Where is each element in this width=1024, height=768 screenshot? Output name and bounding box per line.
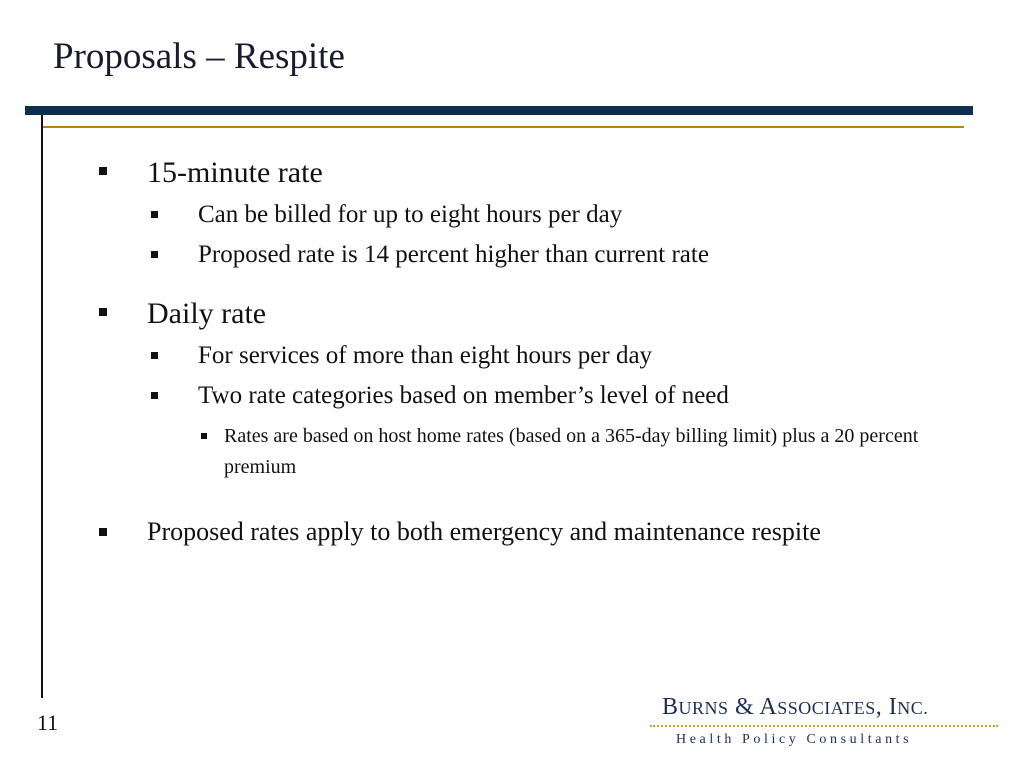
square-bullet-icon: [151, 211, 158, 218]
page-number: 11: [37, 710, 59, 735]
sub-bullet-text: Proposed rate is 14 percent higher than current rate: [198, 241, 709, 268]
sub-bullet-text: Two rate categories based on member’s level of need: [198, 382, 729, 409]
sub-sub-bullet-text: Rates are based on host home rates (based on a 365-day billing limit) plus a 20 percent premium: [224, 425, 919, 478]
bullet-text: Daily rate: [147, 297, 267, 330]
square-bullet-icon: [99, 308, 107, 316]
logo-dotted-divider: [650, 725, 998, 727]
sub-bullet-text: Can be billed for up to eight hours per day: [198, 201, 623, 228]
square-bullet-icon: [201, 433, 207, 439]
square-bullet-icon: [151, 352, 158, 359]
logo-tagline: Health Policy Consultants: [676, 732, 913, 747]
bullet-text: 15-minute rate: [147, 156, 323, 189]
square-bullet-icon: [151, 251, 158, 258]
square-bullet-icon: [99, 528, 107, 536]
slide-title: Proposals – Respite: [53, 36, 345, 77]
company-logo: BURNS & ASSOCIATES, INC.: [662, 694, 929, 720]
title-divider-gold: [43, 126, 964, 128]
sub-bullet-text: For services of more than eight hours per day: [198, 342, 653, 369]
square-bullet-icon: [99, 167, 107, 175]
square-bullet-icon: [151, 392, 158, 399]
left-vertical-rule: [41, 115, 43, 698]
title-divider-navy: [25, 106, 973, 115]
bullet-text: Proposed rates apply to both emergency and maintenance respite: [147, 517, 821, 546]
